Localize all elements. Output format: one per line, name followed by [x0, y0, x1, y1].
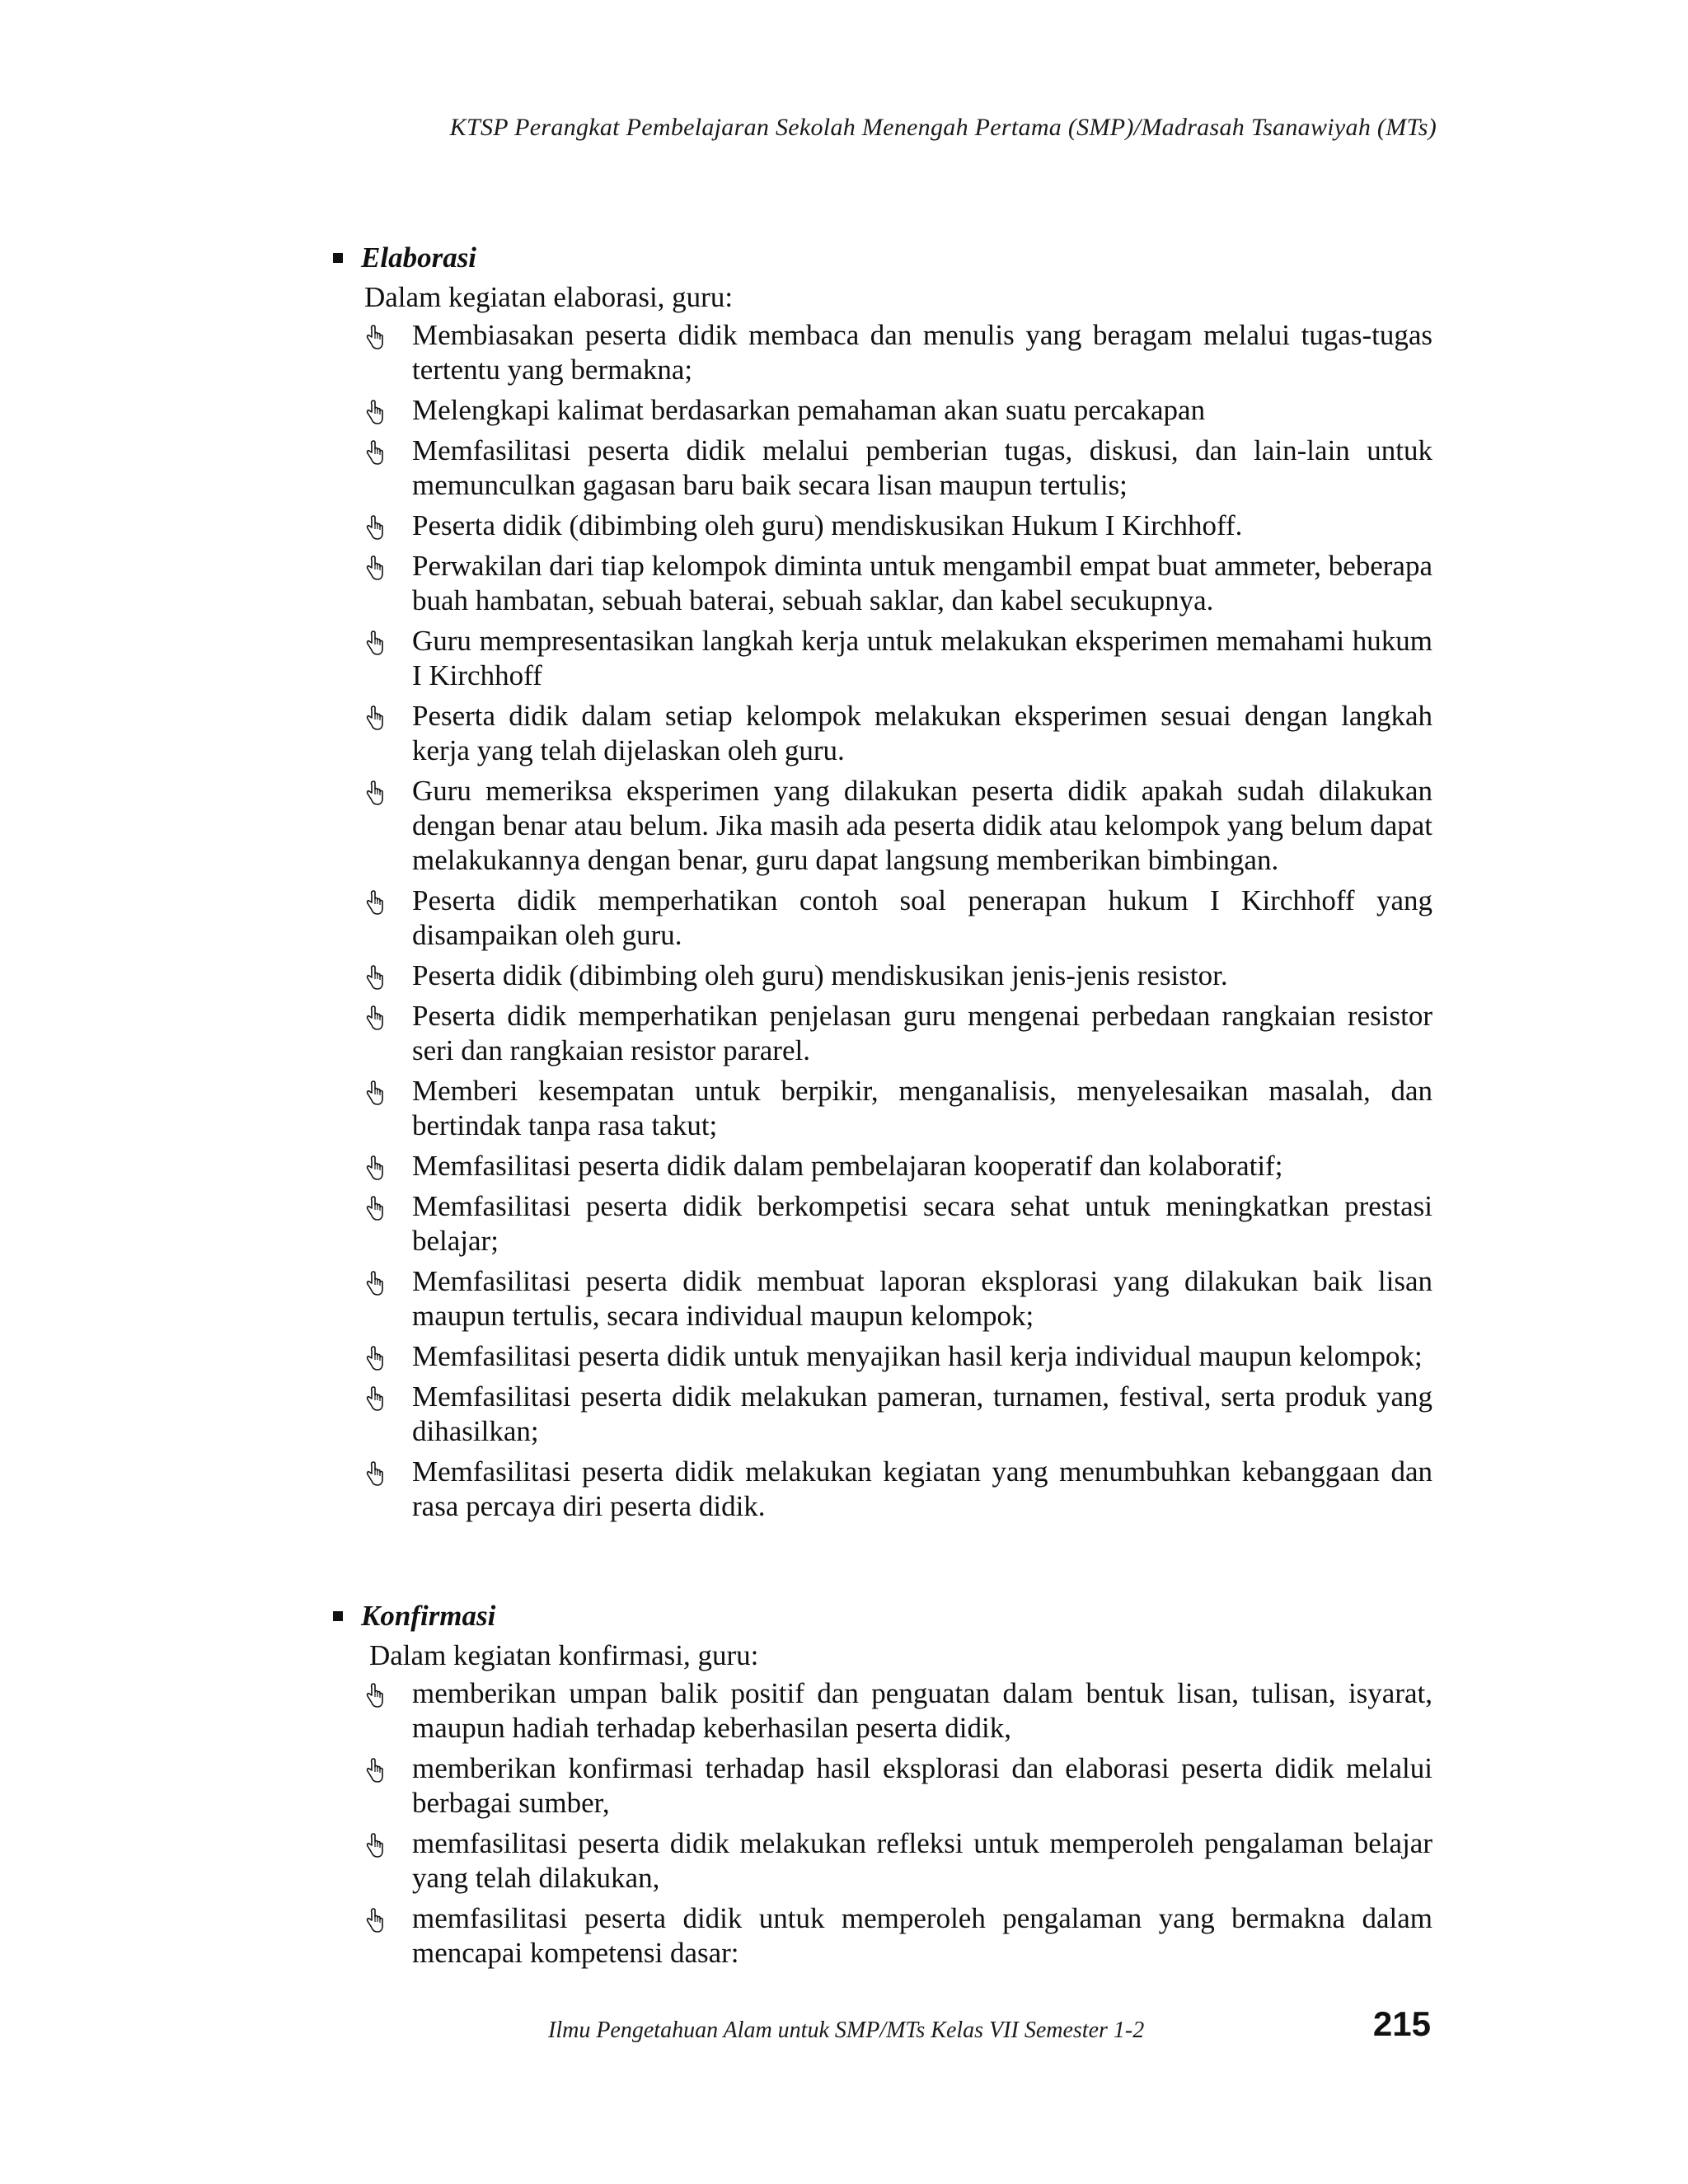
pointing-hand-icon [366, 1906, 384, 1931]
pointing-hand-icon [366, 554, 384, 579]
list-item [330, 1676, 1432, 1746]
list-item [330, 1826, 1432, 1896]
pointing-hand-icon [366, 1079, 384, 1104]
list-item [330, 999, 1432, 1068]
list-item-text: Memfasilitasi peserta didik berkompetisi secara sehat untuk meningkatkan prestasi belajar; [412, 1190, 1432, 1257]
list-item [330, 434, 1432, 503]
list-item-text: Melengkapi kalimat berdasarkan pemahaman akan suatu percakapan [412, 394, 1206, 426]
list-item [330, 1074, 1432, 1143]
konfirmasi-list [330, 1676, 1432, 1971]
section-title-konfirmasi [330, 1595, 1432, 1638]
list-item-text: Peserta didik (dibimbing oleh guru) mendiskusikan Hukum I Kirchhoff. [412, 509, 1243, 541]
list-item-text: memberikan konfirmasi terhadap hasil eksplorasi dan elaborasi peserta didik melalui berbagai sumber, [412, 1752, 1432, 1819]
pointing-hand-icon [366, 779, 384, 804]
list-item [330, 509, 1432, 543]
list-item-text: memfasilitasi peserta didik melakukan refleksi untuk memperoleh pengalaman belajar yang telah dilakukan, [412, 1827, 1432, 1894]
running-header: KTSP Perangkat Pembelajaran Sekolah Menengah Pertama (SMP)/Madrasah Tsanawiyah (MTs) [449, 114, 1437, 141]
list-item [330, 624, 1432, 693]
list-item [330, 1264, 1432, 1333]
list-item-text: Memfasilitasi peserta didik melakukan pameran, turnamen, festival, serta produk yang dihasilkan; [412, 1380, 1432, 1447]
pointing-hand-icon [366, 1004, 384, 1029]
list-item-text: Peserta didik dalam setiap kelompok melakukan eksperimen sesuai dengan langkah kerja yang telah dijelaskan oleh guru. [412, 700, 1432, 766]
pointing-hand-icon [366, 398, 384, 423]
pointing-hand-icon [366, 1756, 384, 1781]
pointing-hand-icon [366, 1344, 384, 1369]
pointing-hand-icon [366, 513, 384, 538]
pointing-hand-icon [366, 1385, 384, 1409]
section-intro: Dalam kegiatan konfirmasi, guru: [369, 1639, 759, 1671]
pointing-hand-icon [366, 1681, 384, 1706]
list-item-text: Peserta didik (dibimbing oleh guru) mendiskusikan jenis-jenis resistor. [412, 959, 1228, 991]
list-item [330, 318, 1432, 387]
list-item [330, 1189, 1432, 1258]
list-item-text: Peserta didik memperhatikan contoh soal penerapan hukum I Kirchhoff yang disampaikan oleh guru. [412, 884, 1432, 951]
list-item-text: Guru memeriksa eksperimen yang dilakukan peserta didik apakah sudah dilakukan dengan benar atau belum. Jika masih ada peserta didik atau kelompok yang belum dapat melakukannya dengan benar, guru dapat langsung memberikan bimbingan. [412, 775, 1432, 876]
list-item-text: Memfasilitasi peserta didik membuat laporan eksplorasi yang dilakukan baik lisan maupun tertulis, secara individual maupun kelompok; [412, 1265, 1432, 1332]
section-title-text: Konfirmasi [361, 1600, 496, 1632]
pointing-hand-icon [366, 1194, 384, 1219]
page-number: 215 [1372, 2004, 1431, 2043]
pointing-hand-icon [366, 1154, 384, 1179]
section-title-elaborasi [330, 237, 1432, 279]
list-item [330, 699, 1432, 768]
pointing-hand-icon [366, 438, 384, 463]
list-item-text: Memfasilitasi peserta didik untuk menyajikan hasil kerja individual maupun kelompok; [412, 1340, 1423, 1372]
pointing-hand-icon [366, 963, 384, 988]
list-item [330, 958, 1432, 993]
pointing-hand-icon [366, 323, 384, 348]
list-item [330, 1751, 1432, 1821]
pointing-hand-icon [366, 1269, 384, 1294]
list-item [330, 1901, 1432, 1971]
section-intro: Dalam kegiatan elaborasi, guru: [364, 281, 734, 313]
running-footer: Ilmu Pengetahuan Alam untuk SMP/MTs Kelas VII Semester 1-2 [548, 2018, 1145, 2043]
list-item-text: memberikan umpan balik positif dan penguatan dalam bentuk lisan, tulisan, isyarat, maupun hadiah terhadap keberhasilan peserta didik, [412, 1677, 1432, 1744]
section-elaborasi [330, 237, 1432, 1530]
pointing-hand-icon [366, 704, 384, 729]
pointing-hand-icon [366, 1460, 384, 1484]
list-item-text: Membiasakan peserta didik membaca dan menulis yang beragam melalui tugas-tugas tertentu yang bermakna; [412, 319, 1432, 386]
pointing-hand-icon [366, 629, 384, 654]
list-item [330, 1455, 1432, 1524]
list-item-text: Memberi kesempatan untuk berpikir, menganalisis, menyelesaikan masalah, dan bertindak tanpa rasa takut; [412, 1075, 1432, 1141]
list-item-text: Memfasilitasi peserta didik melalui pemberian tugas, diskusi, dan lain-lain untuk memunculkan gagasan baru baik secara lisan maupun tertulis; [412, 434, 1432, 501]
list-item [330, 1380, 1432, 1449]
section-title-text: Elaborasi [361, 241, 477, 274]
list-item-text: Peserta didik memperhatikan penjelasan guru mengenai perbedaan rangkaian resistor seri dan rangkaian resistor pararel. [412, 1000, 1432, 1066]
list-item [330, 1339, 1432, 1374]
list-item [330, 393, 1432, 428]
section-konfirmasi [330, 1595, 1432, 1976]
list-item [330, 549, 1432, 618]
list-item [330, 774, 1432, 878]
list-item-text: Memfasilitasi peserta didik dalam pembelajaran kooperatif dan kolaboratif; [412, 1150, 1283, 1182]
pointing-hand-icon [366, 1831, 384, 1856]
list-item [330, 1149, 1432, 1183]
elaborasi-list [330, 318, 1432, 1524]
list-item-text: memfasilitasi peserta didik untuk memperoleh pengalaman yang bermakna dalam mencapai kompetensi dasar: [412, 1902, 1432, 1969]
square-bullet-icon [333, 253, 343, 263]
list-item-text: Perwakilan dari tiap kelompok diminta untuk mengambil empat buat ammeter, beberapa buah hambatan, sebuah baterai, sebuah saklar, dan kabel secukupnya. [412, 550, 1432, 616]
list-item [330, 883, 1432, 953]
list-item-text: Memfasilitasi peserta didik melakukan kegiatan yang menumbuhkan kebanggaan dan rasa percaya diri peserta didik. [412, 1455, 1432, 1522]
list-item-text: Guru mempresentasikan langkah kerja untuk melakukan eksperimen memahami hukum I Kirchhoff [412, 625, 1432, 691]
square-bullet-icon [333, 1611, 343, 1621]
pointing-hand-icon [366, 888, 384, 913]
